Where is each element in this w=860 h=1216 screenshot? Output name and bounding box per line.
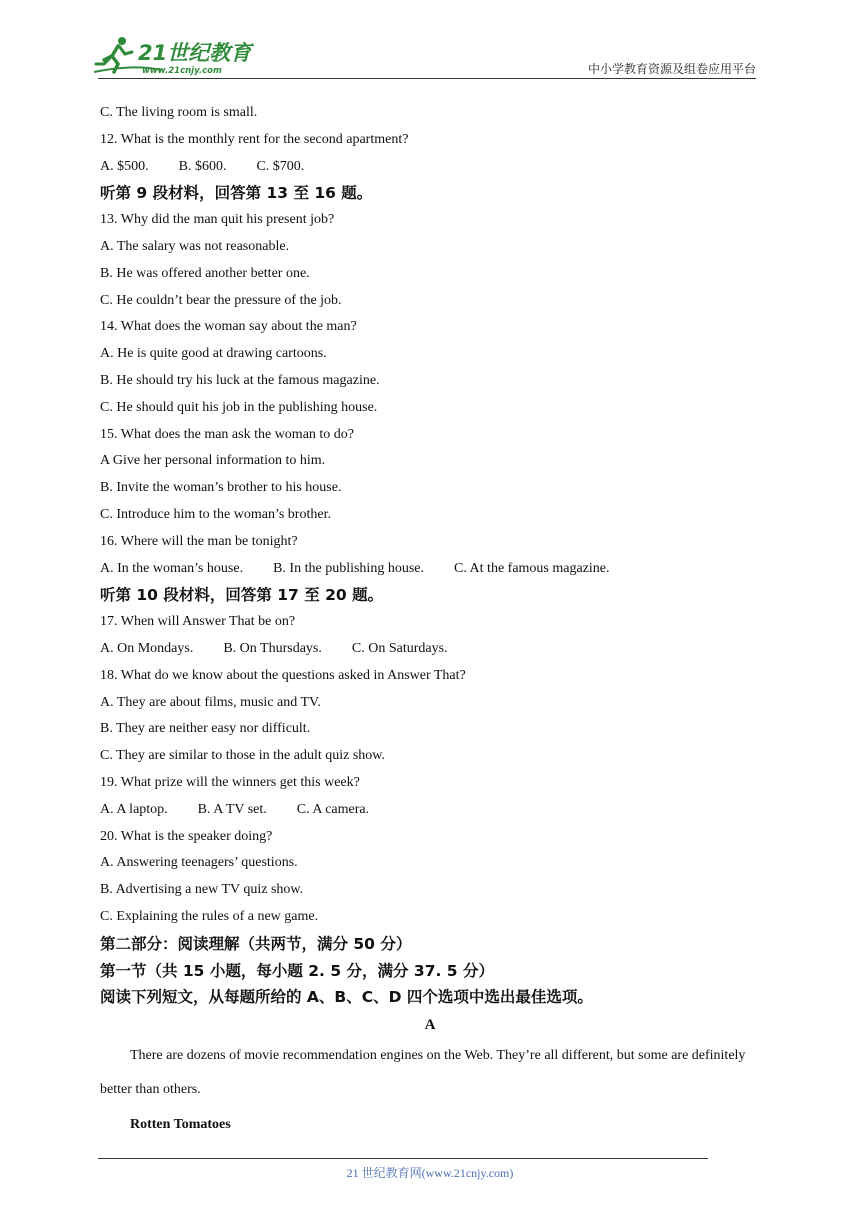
section-heading: 阅读下列短文，从每题所给的 A、B、C、D 四个选项中选出最佳选项。: [100, 988, 593, 1007]
text-line: 19. What prize will the winners get this week?: [100, 774, 360, 790]
text-line: B. Advertising a new TV quiz show.: [100, 882, 304, 898]
option-row: [100, 797, 760, 824]
text-line: A. He is quite good at drawing cartoons.: [100, 346, 327, 362]
svg-text:21世纪教育: 21世纪教育: [138, 41, 252, 65]
option-text: B. $600.: [178, 158, 227, 174]
text-line: 14. What does the woman say about the man?: [100, 319, 357, 335]
text-line: B. He should try his luck at the famous magazine.: [100, 372, 380, 388]
logo: [92, 34, 262, 78]
passage-title: A: [424, 1017, 436, 1034]
text-line: 20. What is the speaker doing?: [100, 828, 273, 844]
text-line: B. Invite the woman’s brother to his house.: [100, 480, 342, 496]
option-text: B. A TV set.: [197, 801, 267, 817]
logo-icon: [92, 34, 262, 78]
option-text: C. On Saturdays.: [351, 640, 448, 656]
text-line: C. Explaining the rules of a new game.: [100, 908, 319, 924]
text-line: A. The salary was not reasonable.: [100, 238, 290, 254]
header-divider: [98, 78, 756, 79]
text-line: 13. Why did the man quit his present job?: [100, 212, 335, 228]
text-line: C. They are similar to those in the adult quiz show.: [100, 748, 386, 764]
question-lines: [100, 100, 760, 1011]
option-text: A. $500.: [100, 158, 149, 174]
option-text: A. In the woman’s house.: [100, 560, 244, 576]
option-text: A. A laptop.: [100, 801, 168, 817]
section-heading: 第一节（共 15 小题，每小题 2. 5 分，满分 37. 5 分）: [100, 961, 494, 980]
text-line: 17. When will Answer That be on?: [100, 614, 296, 630]
text-line: C. He should quit his job in the publishing house.: [100, 399, 378, 415]
option-row: [100, 556, 760, 583]
text-line: A. They are about films, music and TV.: [100, 694, 321, 710]
option-text: A. On Mondays.: [100, 640, 194, 656]
text-line: C. Introduce him to the woman’s brother.: [100, 506, 331, 522]
svg-text:www.21cnjy.com: www.21cnjy.com: [142, 66, 222, 76]
page-header: [0, 0, 860, 90]
section-heading: 听第 9 段材料，回答第 13 至 16 题。: [100, 184, 373, 203]
passage-subheading: Rotten Tomatoes: [130, 1117, 231, 1133]
text-line: A. Answering teenagers’ questions.: [100, 855, 298, 871]
text-line: 12. What is the monthly rent for the second apartment?: [100, 131, 409, 147]
text-line: C. He couldn’t bear the pressure of the job.: [100, 292, 342, 308]
option-row: [100, 636, 760, 663]
text-line: 18. What do we know about the questions asked in Answer That?: [100, 667, 466, 683]
footer-text: 21 世纪教育网(www.21cnjy.com): [346, 1166, 514, 1180]
option-text: C. $700.: [256, 158, 305, 174]
option-text: C. At the famous magazine.: [453, 560, 610, 576]
passage-paragraph: There are dozens of movie recommendation engines on the Web. They’re all different, but some are definitely better than others.: [100, 1048, 746, 1098]
text-line: A Give her personal information to him.: [100, 453, 326, 469]
option-text: B. On Thursdays.: [223, 640, 322, 656]
document-body: [100, 100, 760, 1141]
option-text: B. In the publishing house.: [273, 560, 424, 576]
footer-divider: [98, 1158, 708, 1159]
option-text: C. A camera.: [296, 801, 370, 817]
platform-name: 中小学教育资源及组卷应用平台: [587, 62, 756, 76]
text-line: B. They are neither easy nor difficult.: [100, 721, 311, 737]
text-line: C. The living room is small.: [100, 105, 258, 120]
text-line: B. He was offered another better one.: [100, 265, 310, 281]
option-row: [100, 154, 760, 181]
text-line: 15. What does the man ask the woman to do?: [100, 426, 355, 442]
section-heading: 听第 10 段材料，回答第 17 至 20 题。: [100, 586, 384, 605]
text-line: 16. Where will the man be tonight?: [100, 533, 298, 549]
section-heading: 第二部分：阅读理解（共两节，满分 50 分）: [100, 934, 412, 953]
